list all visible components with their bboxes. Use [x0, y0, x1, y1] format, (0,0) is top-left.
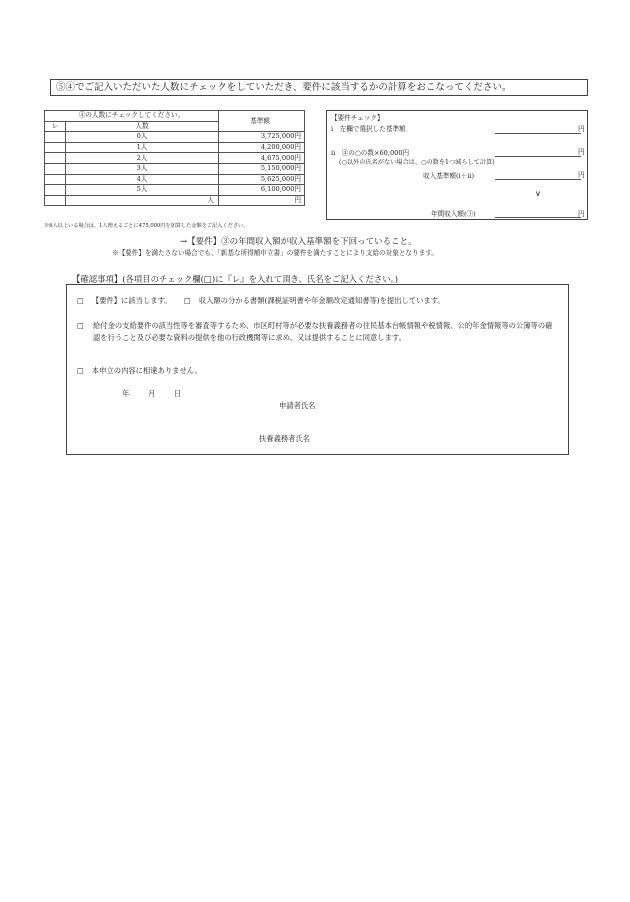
line-ii-field[interactable] [495, 156, 581, 157]
table-footnote: ※6人以上いる場合は、1人増えるごとに475,000円を加算した金額をご記入ください。 [44, 223, 249, 229]
confirm-item-3 [77, 365, 202, 376]
line-i-field[interactable] [495, 133, 581, 134]
requirement-title: 【要件チェック】 [331, 114, 384, 122]
table-row [45, 142, 305, 153]
amount-cell: 5,150,000円 [219, 163, 305, 174]
step5-instruction: ⑤④でご記入いただいた人数にチェックをしていただき、要件に該当するかの計算をおこなってください。 [50, 79, 588, 96]
people-cell: 0人 [66, 132, 219, 143]
people-cell: 1人 [66, 142, 219, 153]
confirm-title: 【確認事項】(各項目のチェック欄(□)に『レ』を入れて頂き、氏名をご記入ください。) [72, 274, 399, 284]
date-line [122, 388, 181, 399]
supporter-name-label: 扶養義務者氏名 [259, 434, 311, 443]
line-i-label: i 左欄で選択した基準額 [331, 125, 406, 133]
applicant-name-label: 申請者氏名 [279, 401, 316, 410]
people-cell: 2人 [66, 153, 219, 164]
date-day: 日 [173, 389, 182, 398]
amount-cell: 4,200,000円 [219, 142, 305, 153]
item3-label: 本申立の内容に相違ありません。 [91, 366, 202, 375]
check-cell[interactable] [45, 195, 66, 206]
check-cell[interactable] [45, 174, 66, 185]
requirement-check-box [326, 110, 588, 220]
annual-income-field[interactable] [495, 217, 581, 218]
check-cell[interactable] [45, 185, 66, 196]
checkbox-no-discrepancy[interactable]: □ [77, 366, 84, 375]
table-instruction: ④の人数にチェックしてください。 [45, 111, 219, 122]
table-row [45, 185, 305, 196]
confirm-item-2 [77, 320, 557, 343]
date-month: 月 [147, 389, 156, 398]
amount-cell: 6,100,000円 [219, 185, 305, 196]
people-cell: 3人 [66, 163, 219, 174]
header-check: レ [45, 121, 66, 132]
income-base-yen: 円 [578, 171, 585, 179]
line-ii-label: ii ④の○の数×60,000円 [331, 149, 410, 157]
compare-symbol: ∨ [535, 189, 541, 198]
people-cell: 5人 [66, 185, 219, 196]
item1b-label: 収入額の分かる書類(課税証明書や年金額改定通知書等)を提出しています。 [198, 296, 445, 305]
header-base-amount: 基準額 [219, 111, 305, 132]
people-cell: 4人 [66, 174, 219, 185]
amount-cell: 4,675,000円 [219, 153, 305, 164]
line-ii-yen: 円 [578, 148, 585, 156]
table-row [45, 132, 305, 143]
confirm-box [66, 284, 569, 455]
requirement-note: ※【要件】を満たさない場合でも、「新基な所得額申立書」の要件を満たすことにより支給の対象となります。 [112, 249, 438, 257]
amount-cell: 3,725,000円 [219, 132, 305, 143]
item1a-label: 【要件】に該当します。 [91, 296, 172, 305]
amount-cell: 5,625,000円 [219, 174, 305, 185]
checkbox-requirement[interactable]: □ [77, 296, 84, 305]
header-people: 人数 [66, 121, 219, 132]
base-amount-table [44, 110, 305, 206]
date-year: 年 [122, 389, 130, 398]
annual-income-yen: 円 [578, 210, 585, 218]
annual-income-label: 年間収入額(③) [431, 210, 476, 218]
line-i-yen: 円 [578, 125, 585, 133]
item2-label: 給付金の支給要件の該当性等を審査等するため、市区町村等が必要な扶養義務者の住民基本台帳情報や税情報、公的年金情報等の公簿等の確認を行うこと及び必要な資料の提供を他の行政機関等に求め、又は提供することに同意します。 [93, 321, 553, 342]
check-cell[interactable] [45, 153, 66, 164]
line-ii-note: (○以外の氏名がない場合は、○の数を1つ減らして計算) [339, 159, 495, 166]
checkbox-consent[interactable]: □ [77, 321, 84, 330]
income-base-label: 収入基準額(i＋ii) [423, 172, 475, 180]
confirm-item-1 [77, 295, 445, 306]
people-input-cell[interactable]: 人 [66, 195, 219, 206]
requirement-statement: →【要件】③の年間収入額が収入基準額を下回っていること。 [180, 237, 417, 247]
check-cell[interactable] [45, 132, 66, 143]
check-cell[interactable] [45, 142, 66, 153]
check-cell[interactable] [45, 163, 66, 174]
table-row-blank [45, 195, 305, 206]
table-row [45, 153, 305, 164]
income-base-field[interactable] [495, 179, 581, 180]
table-row [45, 174, 305, 185]
checkbox-income-document[interactable]: □ [183, 296, 191, 305]
table-row [45, 163, 305, 174]
amount-input-cell[interactable]: 円 [219, 195, 305, 206]
